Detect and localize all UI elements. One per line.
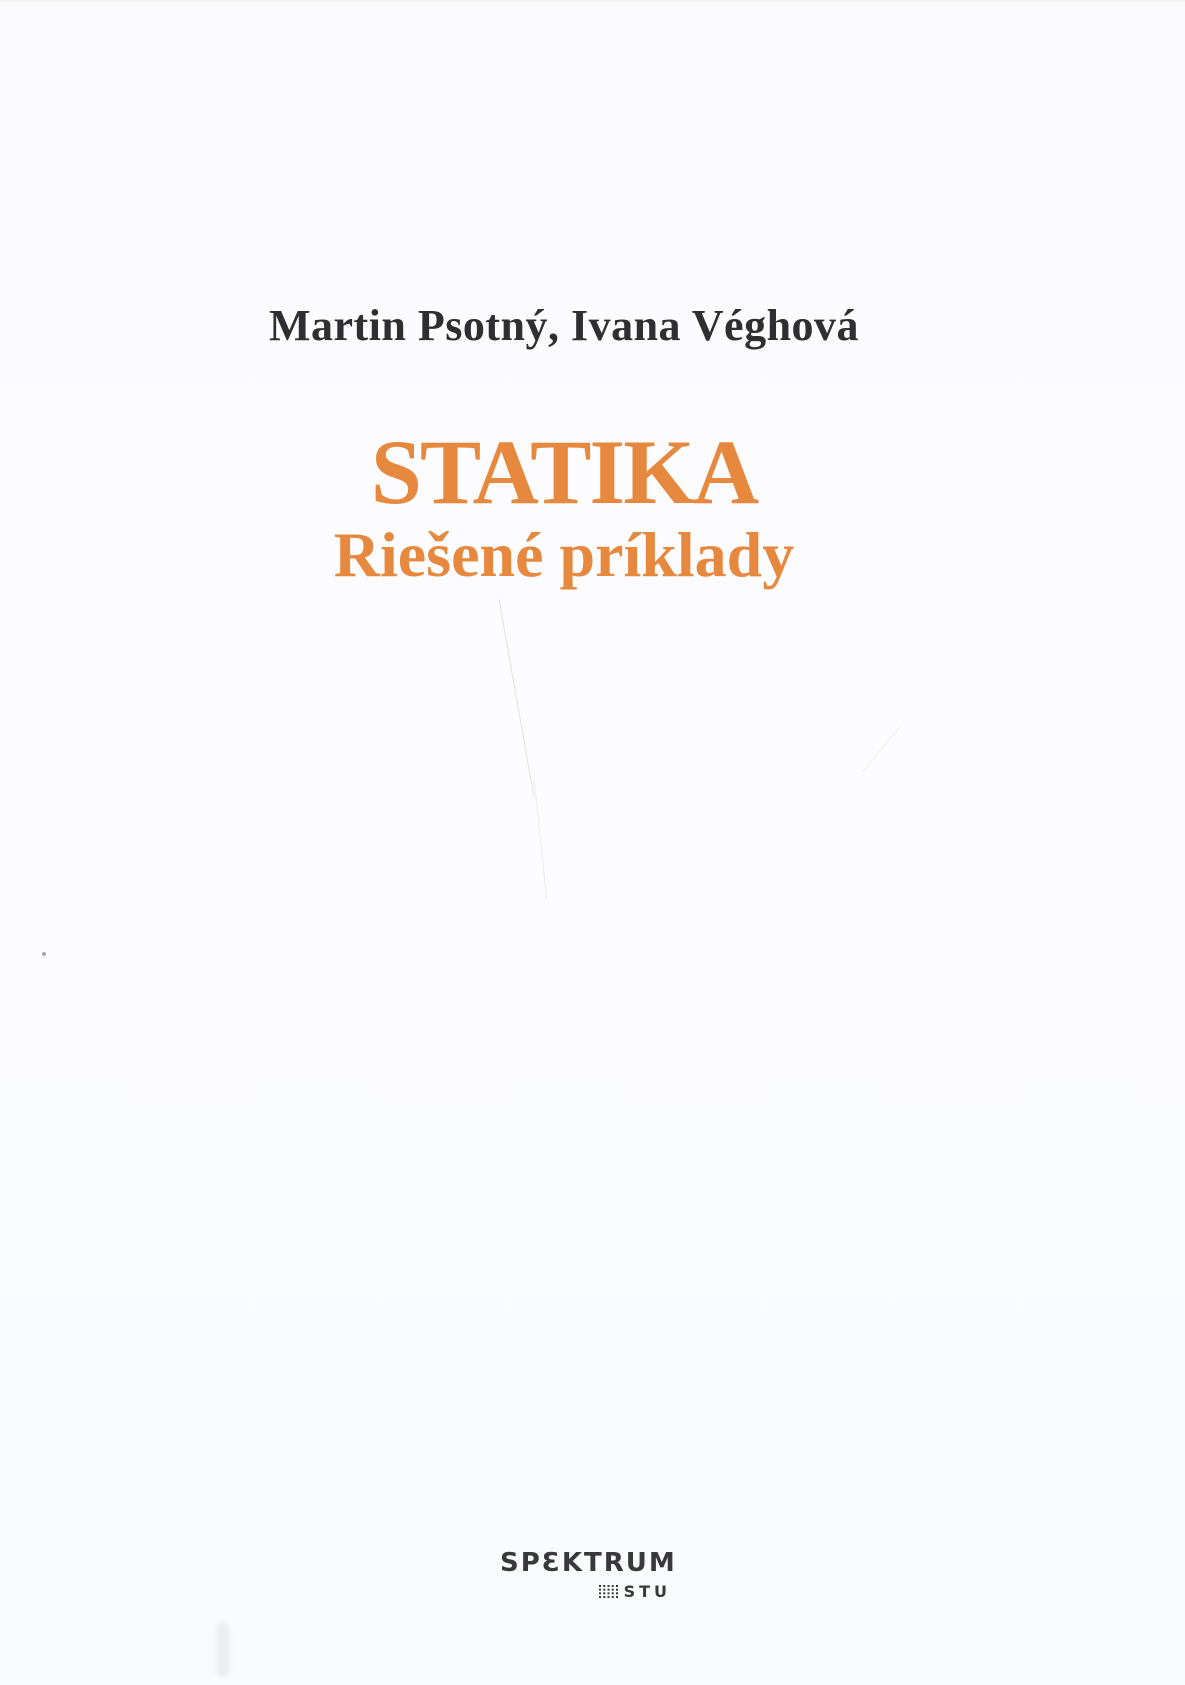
publisher-subline <box>500 1582 670 1601</box>
authors-line: Martin Psotný, Ivana Véghová <box>268 301 860 350</box>
book-subtitle: Riešené príklady <box>333 519 795 590</box>
scan-smudge <box>216 1622 230 1677</box>
publisher-abbreviation: STU <box>623 1582 671 1601</box>
book-title: STATIKA <box>370 421 758 523</box>
scan-speck <box>42 952 46 956</box>
scan-scratch <box>499 599 535 796</box>
publisher-wordmark: SPƐKTRUM <box>500 1548 677 1578</box>
dot-grid-icon <box>599 1585 618 1598</box>
publisher-logo <box>500 1548 677 1601</box>
scan-scratch <box>861 727 900 774</box>
scan-scratch <box>534 780 548 899</box>
